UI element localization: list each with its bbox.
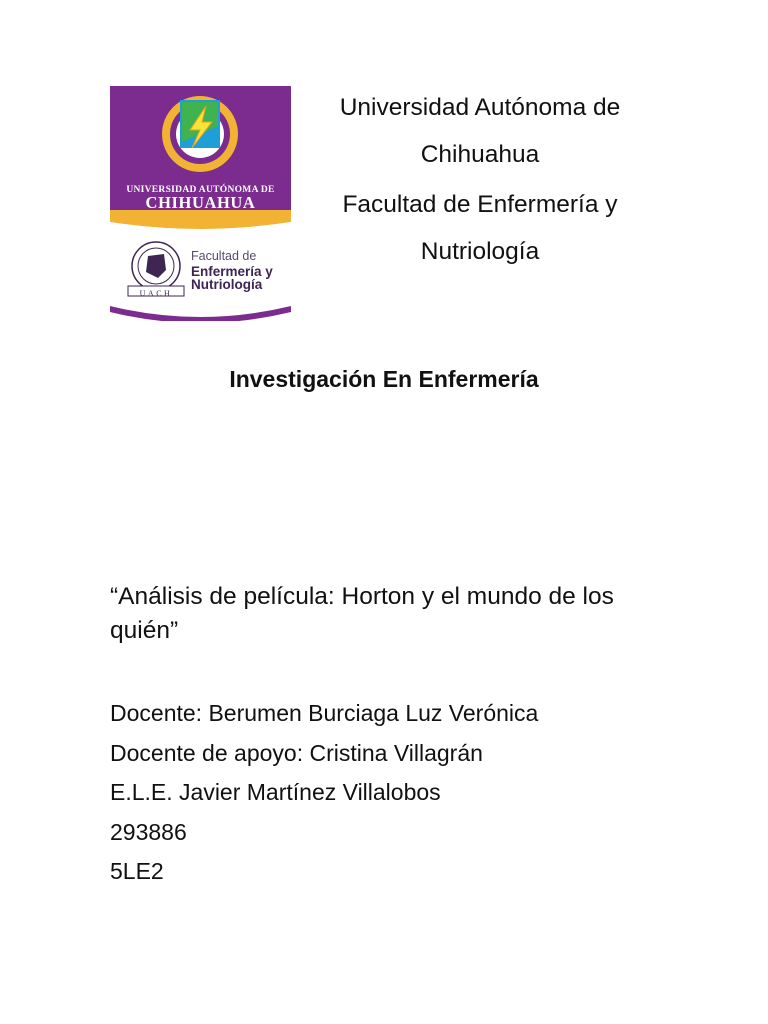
- faculty-logo: [110, 86, 291, 321]
- logo-seal-label: UACH: [139, 289, 173, 298]
- assignment-title: “Análisis de película: Horton y el mundo de los quién”: [110, 583, 614, 644]
- faculty-name: Facultad de Enfermería y Nutriología: [342, 191, 618, 265]
- university-name: Universidad Autónoma de Chihuahua: [339, 94, 621, 168]
- student-id-line: 293886: [110, 818, 187, 845]
- teacher-line: Docente: Berumen Burciaga Luz Verónica: [110, 700, 539, 726]
- logo-university-line2: CHIHUAHUA: [145, 193, 256, 212]
- logo-faculty-line3: Nutriología: [191, 277, 263, 292]
- logo-faculty-line1: Facultad de: [191, 249, 257, 263]
- support-teacher-line: Docente de apoyo: Cristina Villagrán: [110, 739, 483, 766]
- logo-university-line1: UNIVERSIDAD AUTÓNOMA DE: [126, 185, 275, 195]
- course-title: Investigación En Enfermería: [229, 366, 539, 392]
- logo-faculty-line2: Enfermería y: [191, 263, 273, 279]
- details-list: [110, 694, 670, 892]
- logo-faculty-text: [191, 250, 291, 292]
- group-line: 5LE2: [110, 858, 164, 884]
- student-name-line: E.L.E. Javier Martínez Villalobos: [110, 779, 441, 805]
